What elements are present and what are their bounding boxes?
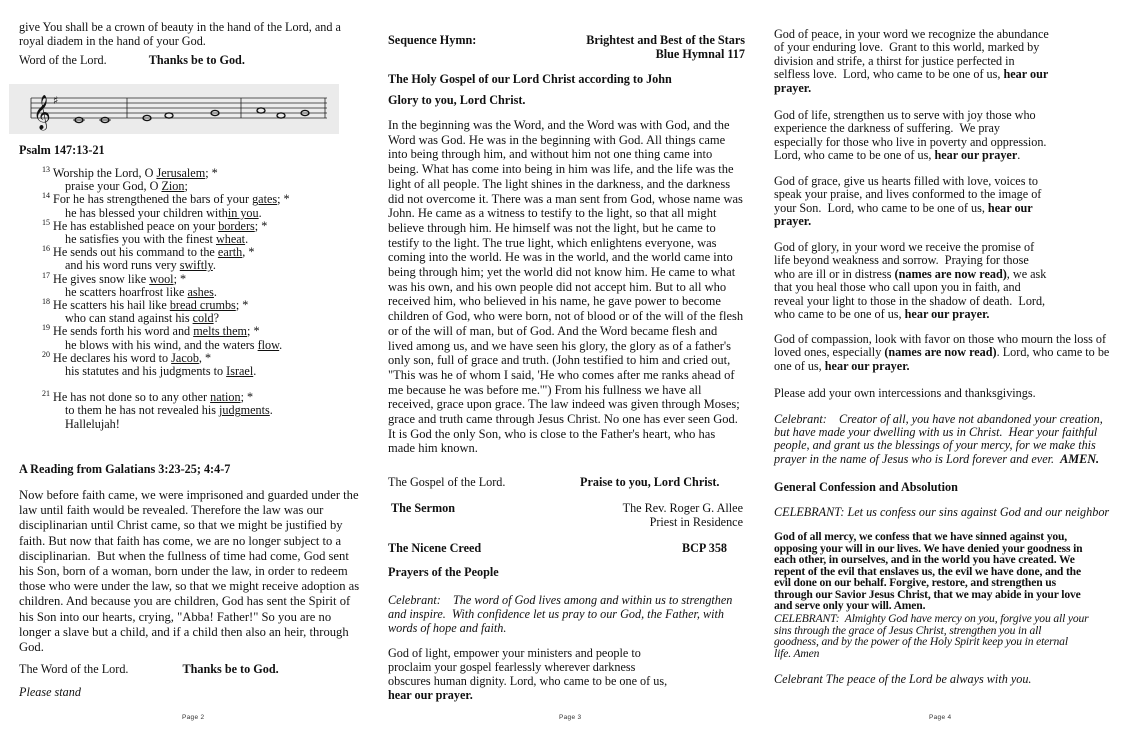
- text-line: testify to the light. The true light, which enlightens everyone, was: [388, 235, 717, 250]
- gospel-acclamation: Glory to you, Lord Christ.: [388, 93, 526, 107]
- psalm-pointed-word: in you: [227, 205, 259, 220]
- intro-text: give You shall be a crown of beauty in the hand of the Lord, and a royal diadem in the hand of your God.: [19, 20, 341, 48]
- text-line: coming into the world. He was in the world, and the world came into: [388, 250, 733, 265]
- text-line: and serve only your will. Amen.: [774, 599, 926, 612]
- verse-number: 16: [42, 244, 50, 254]
- text-line: [774, 136, 1120, 149]
- glory-petition: [774, 241, 1120, 321]
- psalm-text: who can stand against his: [65, 311, 193, 326]
- praise-response: Praise to you, Lord Christ.: [580, 475, 720, 489]
- petition-text: God of life, strengthen us to serve with joy those who: [774, 108, 1036, 122]
- psalm-punct: .: [269, 403, 273, 418]
- text-line: Word was God. He was in the beginning with God. All things came: [388, 132, 726, 147]
- text-line: disciplinarian until Christ came, so that we might be justified by: [19, 518, 343, 533]
- text-line: children. And because you are children, God has sent the Spirit of: [19, 594, 351, 609]
- text-line: did not overcome it. There was a man sent from God, whose name was: [388, 191, 743, 206]
- petition-text: , we ask: [1006, 266, 1047, 281]
- response: hear our prayer: [934, 148, 1018, 163]
- psalm-punct: , *: [242, 245, 255, 260]
- text-line: [774, 453, 1120, 466]
- hymn-title: Brightest and Best of the Stars: [586, 33, 745, 47]
- text-line: sins through the grace of Jesus Christ, strengthen you in all: [774, 623, 1042, 637]
- verse-number: 14: [42, 191, 50, 201]
- text-line: and inspire. With confidence let us pray to our God, the Father, with: [388, 607, 725, 621]
- psalm-punct: .: [212, 258, 216, 273]
- text-line: those who were under the law, so that we might receive adoption as: [19, 579, 360, 594]
- verse-number: 21: [42, 389, 50, 399]
- psalm-punct: ; *: [254, 218, 268, 233]
- response-end: prayer.: [774, 80, 812, 95]
- psalm-pointed-word: melts them: [193, 324, 248, 339]
- text-line: God.: [19, 640, 44, 655]
- text-line: [774, 295, 1120, 308]
- celebrant-collect: [774, 413, 1120, 466]
- petition-text: who came to be one of us,: [774, 307, 905, 322]
- psalm-text: he satisfies you with the finest: [65, 232, 216, 247]
- petition-text: . Lord, who came to be: [996, 345, 1110, 360]
- page-4-column: [774, 0, 1120, 731]
- text-line: received him, who believed in his name, he gave power to become: [388, 294, 721, 309]
- text-line: was his own, and his own people did not accept him. But to all who: [388, 279, 727, 294]
- response: hear our: [1003, 67, 1049, 82]
- text-line: evil done on our behalf. Forgive, restore, and strengthen us: [774, 576, 1056, 589]
- svg-text:♯: ♯: [53, 94, 59, 107]
- text-line: [774, 268, 1120, 281]
- petition-text: especially for those who live in poverty and oppression.: [774, 134, 1047, 149]
- verse-number: 20: [42, 349, 50, 359]
- text-line: Celebrant: The word of God lives among and within us to strengthen: [388, 593, 733, 607]
- word-response-2: [19, 662, 357, 676]
- text-line: It is God the only Son, who is close to the Father's heart, who has: [388, 426, 716, 441]
- psalm-title: Psalm 147:13-21: [19, 143, 105, 157]
- creed-ref: BCP 358: [682, 541, 728, 555]
- psalm-text: he blows with his wind, and the waters: [65, 337, 258, 352]
- gospel-title: The Holy Gospel of our Lord Christ according to John: [388, 72, 672, 86]
- prayers-title: Prayers of the People: [388, 565, 499, 579]
- petition-text: who are ill or in distress: [774, 266, 895, 281]
- text-line: God of light, empower your ministers and people to: [388, 646, 641, 660]
- petition-text: life beyond weakness and sorrow. Praying for those: [774, 253, 1029, 268]
- gospel-response: [388, 475, 745, 489]
- text-line: [774, 122, 1120, 135]
- amen: AMEN.: [1060, 451, 1100, 466]
- hymn-number: Blue Hymnal 117: [655, 47, 745, 61]
- text-line: repent of the evil that enslaves us, the evil we have done, and the: [774, 564, 1081, 578]
- psalm-punct: ; *: [277, 192, 290, 207]
- word-of-lord-2: The Word of the Lord.: [19, 662, 129, 676]
- text-line: [774, 41, 1120, 54]
- response: hear our: [987, 200, 1033, 215]
- psalm-pointed-word: swiftly: [179, 258, 213, 273]
- sermon-label: The Sermon: [391, 501, 455, 515]
- sermon-row: [388, 501, 745, 529]
- psalm-pointed-word: gates: [252, 192, 278, 207]
- confession-intro: CELEBRANT: Let us confess our sins against God and our neighbor: [774, 505, 1110, 519]
- names-read: (names are now read): [894, 266, 1007, 281]
- text-line: light of all people. The light shines in the darkness, and the darkness: [388, 176, 731, 191]
- psalm-text: he has blessed your children with: [65, 205, 228, 220]
- psalm-punct: , *: [198, 350, 212, 365]
- psalm-line: [53, 418, 357, 431]
- text-line: being. What has come into being in him was life, and the life was the: [388, 162, 734, 177]
- psalm-pointed-word: earth: [217, 245, 243, 260]
- text-line: God of all mercy, we confess that we have sinned against you,: [774, 530, 1068, 543]
- absolution-text: [774, 613, 1120, 659]
- text-line: each other, in ourselves, and in the world you have created. We: [774, 553, 1075, 566]
- petition-text: Lord, who came to be one of us,: [774, 148, 935, 163]
- text-line: [774, 28, 1120, 41]
- text-line: made him known.: [388, 441, 478, 456]
- text-line: [774, 175, 1120, 188]
- collect-text: prayer in the name of Jesus who is Lord forever and ever.: [774, 451, 1061, 466]
- psalm-text: He sends forth his word and: [53, 324, 194, 339]
- psalm-punct: ; *: [205, 166, 218, 180]
- psalm-pointed-word: Zion: [161, 179, 185, 194]
- psalm-pointed-word: wool: [149, 271, 174, 286]
- text-line: John. He came as a witness to testify to the light, so that all might: [388, 206, 717, 221]
- page-number: Page 2: [182, 714, 205, 721]
- psalm-punct: .: [213, 284, 217, 299]
- gospel-end: The Gospel of the Lord.: [388, 475, 506, 489]
- text-line: his Son into our hearts, crying, "Abba! Father!" So you are no: [19, 609, 332, 624]
- music-staff-icon: [9, 84, 339, 134]
- psalm-pointed-word: ashes: [187, 284, 214, 299]
- text-line: received, grace upon grace. The law indeed was given through Moses;: [388, 397, 740, 412]
- text-line: me because he was before me.'") From his fullness we have all: [388, 382, 702, 397]
- petition-text: of your enduring love. Grant to this world, marked by: [774, 40, 1040, 55]
- svg-text:𝄞: 𝄞: [33, 95, 51, 130]
- response-end: prayer.: [774, 214, 812, 229]
- text-line: CELEBRANT: Almighty God have mercy on you, forgive you all your: [774, 612, 1089, 625]
- psalm-pointed-word: nation: [210, 390, 241, 405]
- text-line: opposing your will in our lives. We have denied your goodness in: [774, 541, 1083, 555]
- page-number: Page 3: [559, 714, 582, 721]
- thanks-response-2: Thanks be to God.: [182, 662, 279, 676]
- psalm-text: He sends out his command to the: [53, 245, 218, 260]
- text-line: only son, full of grace and truth. (John testified to him and cried out,: [388, 353, 731, 368]
- page-2-column: [19, 0, 360, 731]
- text-line: life. Amen: [774, 646, 820, 660]
- text-line: law until faith would be revealed. Therefore the law was our: [19, 503, 324, 518]
- collect-text: but have made your dwelling with us in Christ. Hear your faithful: [774, 425, 1098, 440]
- psalm-pointed-word: Jerusalem: [156, 166, 206, 180]
- text-line: [774, 346, 1120, 359]
- preacher-role: Priest in Residence: [649, 515, 743, 529]
- verse-number: 18: [42, 296, 50, 306]
- text-line: Now before faith came, we were imprisoned and guarded under the: [19, 488, 359, 502]
- reading-text: [19, 488, 360, 655]
- psalm-text: he scatters hoarfrost like: [65, 284, 188, 299]
- text-line: words of hope and faith.: [388, 621, 507, 635]
- verse-number: 17: [42, 270, 50, 280]
- text-line: goodness, and by the power of the Holy Spirit keep you in eternal: [774, 635, 1068, 648]
- page-3-column: [388, 0, 745, 731]
- text-line: longer a slave but a child, and if a child then also an heir, through: [19, 624, 349, 639]
- psalm-punct: ; *: [240, 390, 254, 405]
- reading-title: A Reading from Galatians 3:23-25; 4:4-7: [19, 462, 231, 476]
- text-line: [774, 241, 1120, 254]
- psalm-text: He gives snow like: [53, 271, 150, 286]
- text-line: [774, 55, 1120, 68]
- psalm-pointed-word: cold: [192, 311, 214, 326]
- psalm-pointed-word: Israel: [226, 364, 254, 379]
- psalm-text: For he has strengthened the bars of your: [53, 192, 253, 207]
- psalm-text: and his word runs very: [65, 258, 180, 273]
- petition-text: one of us,: [774, 358, 825, 373]
- petition-text: God of peace, in your word we recognize the abundance: [774, 27, 1049, 41]
- petition-text: reveal your light to those in the shadow of death. Lord,: [774, 293, 1046, 308]
- psalm-line: [53, 365, 357, 378]
- response: hear our prayer.: [388, 688, 473, 702]
- peace-final: Celebrant The peace of the Lord be always with you.: [774, 672, 1032, 686]
- gospel-text: [388, 118, 745, 456]
- music-notation-image: [9, 84, 339, 134]
- verse-number: 15: [42, 217, 50, 227]
- text-line: grace and truth came through Jesus Christ. No one has ever seen God.: [388, 412, 738, 427]
- confession-title: General Confession and Absolution: [774, 480, 958, 494]
- text-line: his Son, born of a woman, born under the law, in order to redeem: [19, 564, 348, 579]
- text-line: [774, 308, 1120, 321]
- psalm-text: He has established peace on your: [53, 218, 219, 233]
- text-line: [774, 202, 1120, 215]
- psalm-punct: .: [245, 232, 249, 247]
- psalm-punct: ; *: [173, 271, 187, 286]
- text-line: or of the will of man, but of God. And the Word became flesh and: [388, 323, 718, 338]
- text-line: [774, 281, 1120, 294]
- psalm-pointed-word: Jacob: [171, 350, 199, 365]
- text-line: children of God, who were born, not of blood or of the will of the flesh: [388, 309, 744, 324]
- page-number: Page 4: [929, 714, 952, 721]
- text-line: being through him; yet the world did not know him. He came to what: [388, 265, 736, 280]
- petition-text: loved ones, especially: [774, 345, 885, 360]
- psalm-punct: ;: [184, 179, 188, 194]
- petition-text: God of grace, give us hearts filled with love, voices to: [774, 174, 1038, 188]
- hymn-row: [388, 33, 745, 61]
- psalm-text: Worship the Lord, O: [52, 166, 157, 180]
- psalm-pointed-word: bread crumbs: [169, 298, 236, 313]
- psalm-text: He declares his word to: [53, 350, 172, 365]
- psalm-punct: ; *: [247, 324, 260, 339]
- text-line: [774, 333, 1120, 346]
- hymn-label: Sequence Hymn:: [388, 33, 477, 47]
- verse-number: 19: [42, 323, 50, 333]
- psalm-pointed-word: judgments: [219, 403, 270, 418]
- response: hear our prayer.: [824, 358, 910, 373]
- grace-petition: [774, 175, 1120, 229]
- psalm-text: his statutes and his judgments to: [65, 364, 227, 379]
- text-line: [774, 188, 1120, 201]
- creed-row: [388, 541, 745, 555]
- psalm-text: Hallelujah!: [65, 416, 120, 431]
- text-line: into being through him, and without him not one thing came into: [388, 147, 713, 162]
- psalm-pointed-word: wheat: [215, 232, 246, 247]
- psalm-text: to them he has not revealed his: [65, 403, 219, 418]
- text-line: faith. But now that faith has come, we are no longer subject to a: [19, 533, 342, 548]
- collect-text: people, and grant us the blessings of your mercy, for we make this: [774, 438, 1096, 453]
- psalm-text: He has not done so to any other: [53, 390, 211, 405]
- text-line: disciplinarian. But when the fullness of time had come, God sent: [19, 548, 349, 563]
- text-line: believe through him. He himself was not the light, but he came to: [388, 220, 716, 235]
- petition-text: God of compassion, look with favor on those who mourn the loss of: [774, 332, 1107, 346]
- word-response: [19, 53, 357, 67]
- word-of-lord: Word of the Lord.: [19, 53, 107, 67]
- psalm-text: praise your God, O: [65, 179, 162, 194]
- petition-text: speak your praise, and lives conformed to the image of: [774, 187, 1042, 202]
- psalm-punct: ?: [213, 311, 220, 326]
- psalm-pointed-word: flow: [257, 337, 280, 352]
- creed-label: The Nicene Creed: [388, 541, 482, 555]
- psalm-punct: ; *: [235, 298, 249, 313]
- petition-text: experience the darkness of suffering. We pray: [774, 121, 1000, 136]
- text-line: "This was he of whom I said, 'He who comes after me ranks ahead of: [388, 367, 735, 382]
- psalm-text: He scatters his hail like: [53, 298, 170, 313]
- petition-text: selfless love. Lord, who came to be one of us,: [774, 67, 1004, 82]
- text-line: [774, 254, 1120, 267]
- verse-number: 13: [42, 164, 50, 174]
- psalm-punct: .: [253, 364, 257, 379]
- psalm-punct: .: [279, 337, 283, 352]
- response: hear our prayer.: [904, 307, 990, 322]
- confession-text: [774, 531, 1120, 612]
- thanks-response: Thanks be to God.: [148, 53, 245, 67]
- own-intercessions: Please add your own intercessions and thanksgivings.: [774, 386, 1036, 400]
- text-line: through our Savior Jesus Christ, that we may abide in your love: [774, 587, 1081, 601]
- psalm-punct: .: [258, 205, 262, 220]
- petition-text: division and strife, a thirst for justice perfected in: [774, 53, 1015, 68]
- text-line: In the beginning was the Word, and the Word was with God, and the: [388, 118, 730, 132]
- names-read: (names are now read): [884, 345, 997, 360]
- psalm-verses: [42, 164, 357, 431]
- text-line: proclaim your gospel fearlessly wherever darkness: [388, 660, 636, 674]
- life-petition: [774, 109, 1120, 163]
- compassion-petition: [774, 333, 1120, 373]
- text-line: [774, 68, 1120, 81]
- light-petition: [388, 646, 745, 702]
- petition-text: God of glory, in your word we receive the promise of: [774, 240, 1035, 254]
- petition-text: your Son. Lord, who came to be one of us,: [774, 200, 988, 215]
- please-stand: Please stand: [19, 685, 81, 699]
- text-line: [774, 360, 1120, 373]
- text-line: Lord, who came to be one of us, hear our prayer.: [774, 148, 1021, 163]
- psalm-pointed-word: borders: [218, 218, 255, 233]
- petition-text: that you heal those who call upon you in faith, and: [774, 280, 1021, 295]
- text-line: lived among us, and we have seen his glory, the glory as of a father's: [388, 338, 732, 353]
- collect-text: Celebrant: Creator of all, you have not abandoned your creation,: [774, 412, 1103, 426]
- preacher-name: The Rev. Roger G. Allee: [622, 501, 743, 515]
- peace-petition: [774, 28, 1120, 95]
- text-line: [774, 109, 1120, 122]
- celebrant-invitation: [388, 593, 745, 635]
- text-line: obscures human dignity. Lord, who came to be one of us,: [388, 674, 668, 688]
